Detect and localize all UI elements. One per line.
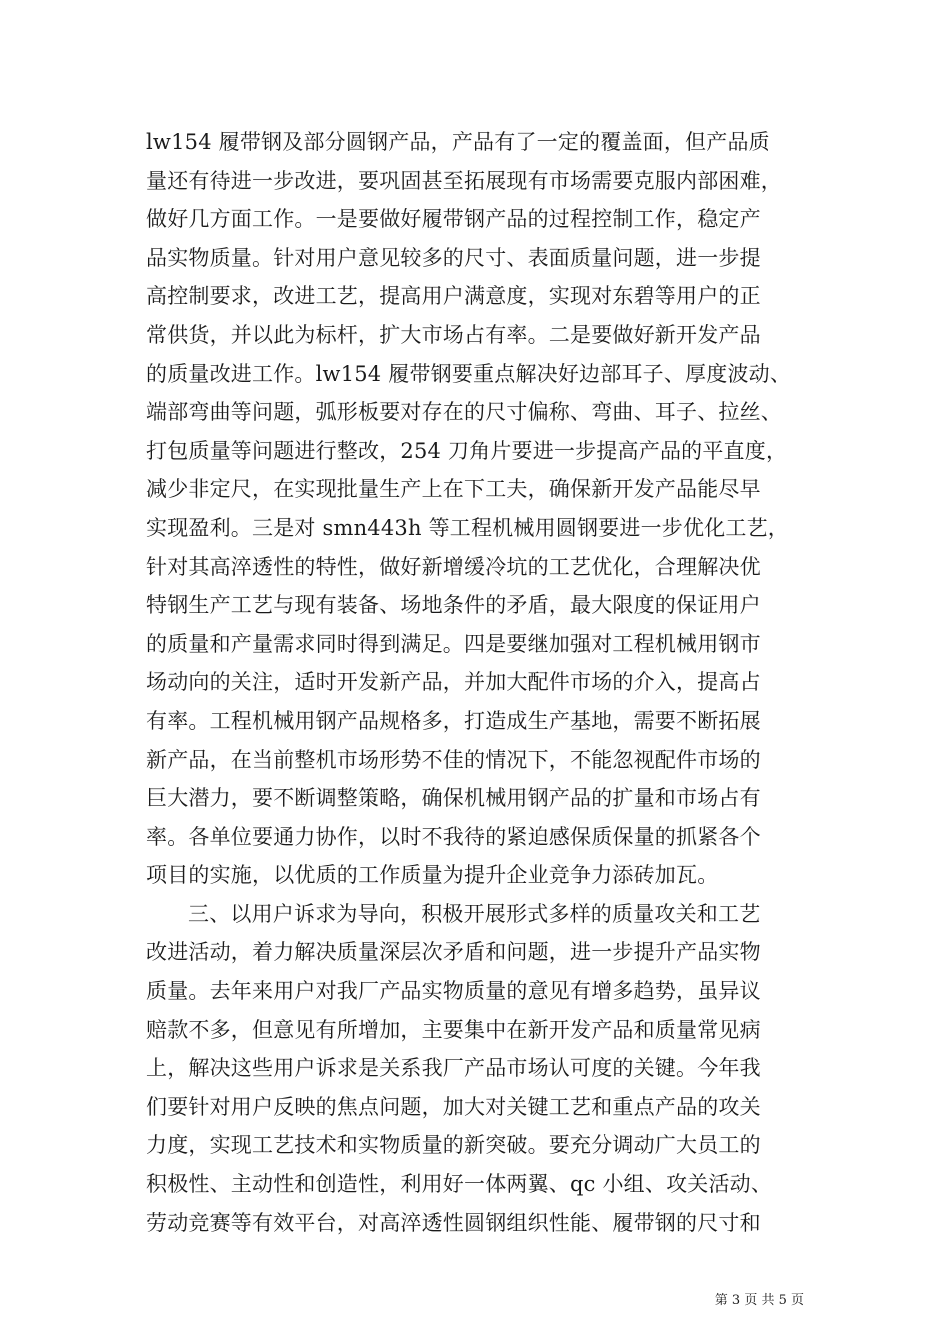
text-line: 场动向的关注，适时开发新产品，并加大配件市场的介入，提高占 [146, 670, 761, 695]
text-line: 量还有待进一步改进，要巩固甚至拓展现有市场需要克服内部困难， [146, 168, 782, 193]
body-text [146, 123, 806, 1242]
text-line: 品实物质量。针对用户意见较多的尺寸、表面质量问题，进一步提 [146, 245, 761, 270]
text-line: 项目的实施，以优质的工作质量为提升企业竞争力添砖加瓦。 [146, 863, 719, 888]
text-line: 巨大潜力，要不断调整策略，确保机械用钢产品的扩量和市场占有 [146, 786, 761, 811]
text-line: 新产品，在当前整机市场形势不佳的情况下，不能忽视配件市场的 [146, 747, 761, 772]
text-line: 有率。工程机械用钢产品规格多，打造成生产基地，需要不断拓展 [146, 708, 761, 733]
text-line: 高控制要求，改进工艺，提高用户满意度，实现对东碧等用户的正 [146, 284, 761, 309]
text-line: 率。各单位要通力协作，以时不我待的紧迫感保质保量的抓紧各个 [146, 824, 761, 849]
text-line: 常供货，并以此为标杆，扩大市场占有率。二是要做好新开发产品 [146, 322, 761, 347]
text-line: 力度，实现工艺技术和实物质量的新突破。要充分调动广大员工的 [146, 1133, 761, 1158]
text-line: 们要针对用户反映的焦点问题，加大对关键工艺和重点产品的攻关 [146, 1094, 761, 1119]
text-line: 劳动竞赛等有效平台，对高淬透性圆钢组织性能、履带钢的尺寸和 [146, 1210, 761, 1235]
text-line: 打包质量等问题进行整改，254 刀角片要进一步提高产品的平直度， [146, 438, 788, 463]
text-line: 减少非定尺，在实现批量生产上在下工夫，确保新开发产品能尽早 [146, 477, 761, 502]
text-line: 的质量和产量需求同时得到满足。四是要继加强对工程机械用钢市 [146, 631, 761, 656]
text-line: 积极性、主动性和创造性，利用好一体两翼、qc 小组、攻关活动、 [146, 1172, 773, 1197]
text-line: 的质量改进工作。lw154 履带钢要重点解决好边部耳子、厚度波动、 [146, 361, 792, 386]
page-number-footer: 第 3 页 共 5 页 [714, 1293, 804, 1308]
text-line: 赔款不多，但意见有所增加，主要集中在新开发产品和质量常见病 [146, 1017, 761, 1042]
text-line: 改进活动，着力解决质量深层次矛盾和问题，进一步提升产品实物 [146, 940, 761, 965]
text-line: 针对其高淬透性的特性，做好新增缓冷坑的工艺优化，合理解决优 [146, 554, 761, 579]
text-line: 质量。去年来用户对我厂产品实物质量的意见有增多趋势，虽异议 [146, 979, 761, 1004]
text-line: lw154 履带钢及部分圆钢产品，产品有了一定的覆盖面，但产品质 [146, 130, 770, 154]
text-line: 实现盈利。三是对 smn443h 等工程机械用圆钢要进一步优化工艺， [146, 515, 789, 540]
paragraph-start-line: 三、以用户诉求为导向，积极开展形式多样的质量攻关和工艺 [188, 901, 761, 926]
text-line: 上，解决这些用户诉求是关系我厂产品市场认可度的关键。今年我 [146, 1056, 761, 1081]
text-line: 做好几方面工作。一是要做好履带钢产品的过程控制工作，稳定产 [146, 207, 761, 232]
text-line: 特钢生产工艺与现有装备、场地条件的矛盾，最大限度的保证用户 [146, 593, 761, 618]
text-line: 端部弯曲等问题，弧形板要对存在的尺寸偏称、弯曲、耳子、拉丝、 [146, 400, 782, 425]
